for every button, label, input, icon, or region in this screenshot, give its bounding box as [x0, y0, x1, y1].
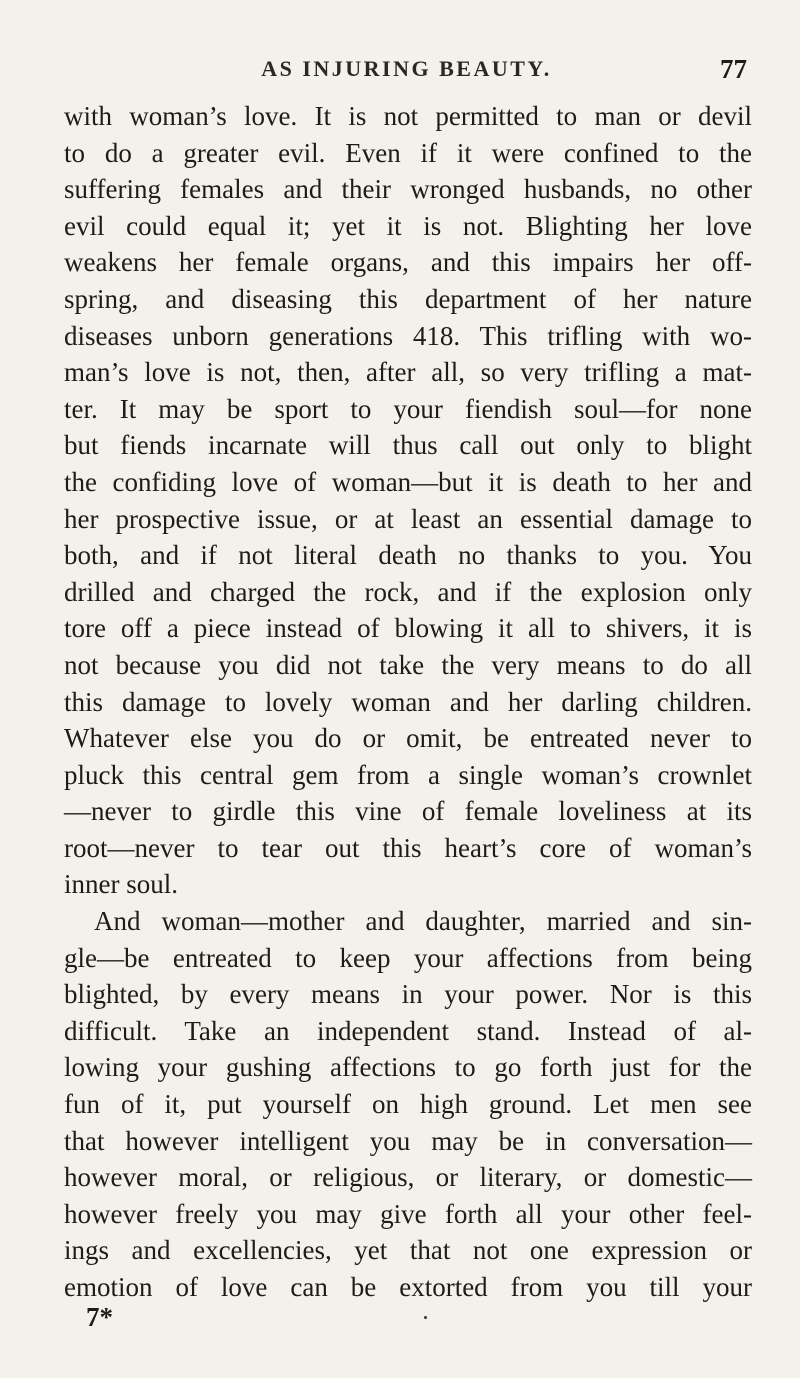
text-line: fun of it, put yourself on high ground. Let men see: [64, 1089, 752, 1120]
ink-speck: [424, 1316, 427, 1319]
text-line: weakens her female organs, and this impairs her off-: [64, 247, 752, 278]
text-line: however moral, or religious, or literary, or domestic—: [64, 1162, 752, 1193]
text-line: man’s love is not, then, after all, so very trifling a mat-: [64, 357, 752, 388]
text-line: spring, and diseasing this department of her nature: [64, 283, 752, 314]
text-line: diseases unborn generations 418. This trifling with wo-: [64, 320, 752, 351]
text-line: her prospective issue, or at least an essential damage to: [64, 503, 752, 534]
text-line: evil could equal it; yet it is not. Blighting her love: [64, 210, 752, 241]
text-line: —never to girdle this vine of female loveliness at its: [64, 796, 752, 827]
running-head: AS INJURING BEAUTY.: [261, 56, 552, 81]
text-line: lowing your gushing affections to go forth just for the: [64, 1052, 752, 1083]
text-line: to do a greater evil. Even if it were confined to the: [64, 137, 752, 168]
text-line: with woman’s love. It is not permitted to man or devil: [64, 101, 752, 131]
text-line: not because you did not take the very means to do all: [64, 649, 752, 680]
text-line: ings and excellencies, yet that not one expression or: [64, 1235, 752, 1266]
text-line: but fiends incarnate will thus call out only to blight: [64, 430, 752, 461]
text-line: this damage to lovely woman and her darling children.: [64, 686, 752, 717]
text-line: however freely you may give forth all your other feel-: [64, 1198, 752, 1229]
text-line: emotion of love can be extorted from you till your: [64, 1272, 752, 1302]
text-line: difficult. Take an independent stand. Instead of al-: [64, 1015, 752, 1046]
text-line: drilled and charged the rock, and if the explosion only: [64, 576, 752, 607]
text-line: tore off a piece instead of blowing it all to shivers, it is: [64, 613, 752, 644]
paragraph-end-line: inner soul.: [64, 869, 178, 900]
text-line: pluck this central gem from a single woman’s crownlet: [64, 759, 752, 790]
text-line: both, and if not literal death no thanks to you. You: [64, 540, 752, 571]
text-line: suffering females and their wronged husbands, no other: [64, 174, 752, 205]
page-number: 77: [720, 54, 747, 84]
text-line: Whatever else you do or omit, be entreated never to: [64, 723, 752, 754]
text-line: ter. It may be sport to your fiendish soul—for none: [64, 393, 752, 424]
paragraph-start-line: And woman—mother and daughter, married and sin-: [94, 906, 752, 937]
text-line: gle—be entreated to keep your affections from being: [64, 942, 752, 973]
text-line: the confiding love of woman—but it is death to her and: [64, 466, 752, 497]
text-line: blighted, by every means in your power. Nor is this: [64, 979, 752, 1010]
body-text: [64, 98, 752, 1306]
text-line: root—never to tear out this heart’s core of woman’s: [64, 832, 752, 863]
signature-mark: 7*: [86, 1302, 113, 1332]
page-header: [64, 56, 749, 92]
text-line: that however intelligent you may be in conversation—: [64, 1125, 752, 1156]
